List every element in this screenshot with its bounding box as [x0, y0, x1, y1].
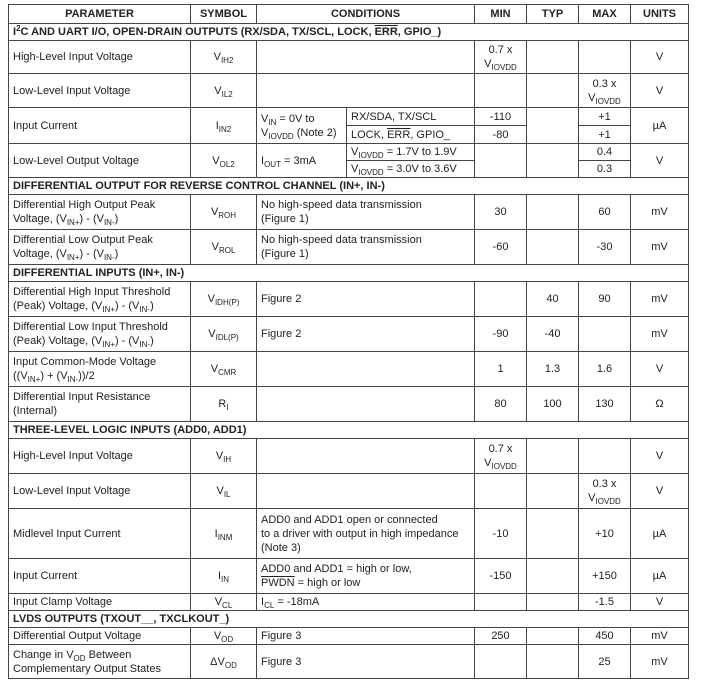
min-b: V	[484, 457, 492, 469]
table-row-vcl	[9, 594, 689, 611]
symbol-cell	[191, 439, 257, 474]
sym: V	[210, 206, 219, 218]
cond-cell	[257, 195, 475, 230]
subcond-text: = 1.7V to 1.9V	[383, 146, 457, 158]
param-text: Change in V	[13, 648, 74, 661]
min-cell: -60	[475, 230, 527, 265]
param-text: ) - (V	[114, 300, 140, 312]
param-text: Voltage, (V	[13, 213, 67, 225]
header-parameter: PARAMETER	[9, 5, 191, 24]
symbol-cell	[191, 509, 257, 559]
min-cell	[475, 41, 527, 74]
symbol-cell	[191, 144, 257, 178]
symbol-cell	[191, 474, 257, 509]
sym: V	[210, 363, 219, 375]
cond-cell	[257, 144, 347, 178]
param-sub: IN-	[103, 218, 115, 227]
max-cell: -30	[579, 230, 631, 265]
sym: V	[208, 328, 216, 340]
sym-sub: ROH	[218, 211, 237, 220]
min-cell: 80	[475, 387, 527, 422]
typ-cell	[527, 594, 579, 611]
header-symbol: SYMBOL	[191, 5, 257, 24]
param-sub: IN+	[102, 305, 115, 314]
typ-cell: 100	[527, 387, 579, 422]
max-cell: +1	[579, 108, 631, 126]
min-cell: 30	[475, 195, 527, 230]
units-cell: mV	[631, 230, 689, 265]
table-row-vrol	[9, 230, 689, 265]
section-text: I	[13, 26, 17, 38]
sym: V	[212, 154, 220, 167]
param-sub: OD	[73, 653, 86, 663]
sym-sub: ROL	[218, 246, 236, 255]
header-row	[9, 5, 689, 24]
min-cell: 250	[475, 628, 527, 645]
min-cell: -110	[475, 108, 527, 126]
sym-sub: IDL(P)	[215, 333, 239, 342]
min-a: 0.7 x	[488, 44, 513, 56]
param-cell: Low-Level Input Voltage	[9, 474, 191, 509]
units-cell: µA	[631, 559, 689, 594]
symbol-cell	[191, 108, 257, 144]
max-cell: 0.3	[579, 161, 631, 178]
cond-sub: CL	[264, 601, 275, 610]
table-row-vih	[9, 439, 689, 474]
section-sup: 2	[16, 24, 21, 33]
cond-cell	[257, 108, 347, 144]
max-a: 0.3 x	[592, 77, 617, 90]
units-cell: V	[631, 474, 689, 509]
cond-sub: IOVDD	[268, 131, 294, 141]
param-text: Differential Low Input Threshold	[13, 321, 168, 333]
param-text: )	[114, 213, 119, 225]
cond-cell	[257, 387, 475, 422]
units-cell: mV	[631, 195, 689, 230]
cond-cell: Figure 3	[257, 628, 475, 645]
cond-text: = -18mA	[274, 596, 320, 608]
symbol-cell	[191, 387, 257, 422]
subcond-text: V	[351, 163, 359, 175]
section-title-i2c	[9, 24, 689, 41]
symbol-cell	[191, 74, 257, 108]
subcond-text: LOCK,	[351, 128, 388, 141]
param-text: Differential Low Output Peak	[13, 234, 153, 246]
units-cell: V	[631, 439, 689, 474]
cond-pwdn: PWDN	[261, 577, 295, 589]
max-b: V	[588, 91, 596, 104]
max-cell	[579, 74, 631, 108]
param-cell	[9, 352, 191, 387]
datasheet-table-container	[8, 4, 689, 679]
cond-cell	[257, 230, 475, 265]
param-cell: Input Current	[9, 108, 191, 144]
units-cell: V	[631, 74, 689, 108]
cond-cell	[257, 74, 475, 108]
cond-text: = high or low	[294, 577, 361, 589]
subcond-cell	[347, 144, 475, 161]
param-sub: IN+	[27, 375, 41, 384]
min-cell: 1	[475, 352, 527, 387]
param-sub: IN-	[139, 305, 151, 314]
typ-cell: 1.3	[527, 352, 579, 387]
units-cell: µA	[631, 509, 689, 559]
symbol-cell	[191, 230, 257, 265]
sym: R	[218, 398, 227, 410]
cond-sub: IN	[268, 117, 277, 127]
sym-sub: IH	[223, 455, 232, 464]
param-text: Differential High Input Threshold	[13, 286, 171, 298]
max-cell: 25	[579, 645, 631, 679]
param-cell: Low-Level Input Voltage	[9, 74, 191, 108]
cond-text: (Note 2)	[293, 126, 337, 139]
min-b: V	[484, 58, 492, 70]
units-cell: µA	[631, 108, 689, 144]
param-sub: IN+	[66, 218, 80, 227]
units-cell: V	[631, 41, 689, 74]
param-cell	[9, 317, 191, 352]
sym: V	[213, 51, 221, 63]
sym-sub: IH2	[220, 56, 234, 65]
typ-cell: 40	[527, 282, 579, 317]
max-cell: +150	[579, 559, 631, 594]
param-text: (Internal)	[13, 405, 58, 417]
section-row-lvds	[9, 611, 689, 628]
table-row-ri	[9, 387, 689, 422]
symbol-cell	[191, 317, 257, 352]
section-err: $\overline{ERR}$	[374, 26, 398, 38]
cond-sub: OUT	[264, 159, 281, 169]
table-row-vil2	[9, 74, 689, 108]
cond-text: No high-speed data transmission	[261, 199, 422, 211]
table-row-vol2-a	[9, 144, 689, 161]
max-b: V	[588, 492, 596, 504]
sym: V	[214, 84, 222, 97]
subcond-cell: RX/SDA, TX/SCL	[347, 108, 475, 126]
cond-text: (Note 3)	[261, 541, 301, 554]
min-b-sub: IOVDD	[491, 63, 517, 72]
typ-cell	[527, 108, 579, 144]
max-cell: 1.6	[579, 352, 631, 387]
param-text: ((V	[13, 370, 28, 382]
section-row-three-level	[9, 422, 689, 439]
param-text: (Peak) Voltage, (V	[13, 300, 103, 312]
sym-sub: INM	[217, 532, 233, 542]
symbol-cell	[191, 282, 257, 317]
sym-sub: OL2	[219, 159, 235, 169]
min-cell	[475, 645, 527, 679]
cond-cell	[257, 439, 475, 474]
min-cell: -150	[475, 559, 527, 594]
param-sub: IN-	[67, 375, 79, 384]
param-sub: IN+	[66, 253, 80, 262]
min-cell	[475, 474, 527, 509]
subcond-sub: IOVDD	[358, 168, 384, 177]
param-cell	[9, 282, 191, 317]
min-cell	[475, 282, 527, 317]
typ-cell	[527, 41, 579, 74]
param-text: )	[150, 300, 154, 312]
max-cell	[579, 41, 631, 74]
section-title-three-level: THREE-LEVEL LOGIC INPUTS (ADD0, ADD1)	[9, 422, 689, 439]
cond-cell	[257, 474, 475, 509]
sym-sub: IL2	[221, 89, 233, 99]
sym-sub: IL	[223, 490, 231, 499]
sym: I	[215, 119, 219, 132]
param-text: )	[114, 248, 119, 260]
subcond-cell	[347, 161, 475, 178]
sym-sub: OD	[224, 660, 237, 670]
max-cell	[579, 474, 631, 509]
cond-text: (Figure 1)	[261, 248, 309, 260]
param-text: Input Common-Mode Voltage	[13, 356, 157, 368]
min-cell: -10	[475, 509, 527, 559]
typ-cell	[527, 230, 579, 265]
param-text: Differential Input Resistance	[13, 391, 151, 403]
units-cell: V	[631, 594, 689, 611]
symbol-cell	[191, 594, 257, 611]
sym: V	[213, 630, 222, 642]
symbol-cell	[191, 559, 257, 594]
param-sub: IN-	[139, 340, 151, 349]
units-cell: V	[631, 144, 689, 178]
typ-cell: -40	[527, 317, 579, 352]
cond-text: to a driver with output in high impedance	[261, 527, 459, 540]
param-sub: IN-	[103, 253, 115, 262]
param-cell: Input Current	[9, 559, 191, 594]
param-cell: Input Clamp Voltage	[9, 594, 191, 611]
min-b-sub: IOVDD	[491, 462, 517, 471]
max-cell: 450	[579, 628, 631, 645]
symbol-cell	[191, 195, 257, 230]
min-cell: -80	[475, 126, 527, 144]
typ-cell	[527, 509, 579, 559]
max-cell: +1	[579, 126, 631, 144]
units-cell: mV	[631, 628, 689, 645]
max-cell: 130	[579, 387, 631, 422]
typ-cell	[527, 474, 579, 509]
cond-text: ADD0 and ADD1 open or connected	[261, 513, 438, 526]
typ-cell	[527, 195, 579, 230]
min-cell	[475, 594, 527, 611]
symbol-cell	[191, 645, 257, 679]
sym-sub: CL	[222, 601, 233, 610]
max-cell: 60	[579, 195, 631, 230]
param-text: ) - (V	[114, 335, 140, 347]
section-title-diff-in: DIFFERENTIAL INPUTS (IN+, IN-)	[9, 265, 689, 282]
cond-text: V	[261, 126, 269, 139]
electrical-characteristics-table	[8, 4, 689, 679]
param-text: Differential High Output Peak	[13, 199, 156, 211]
symbol-cell	[191, 41, 257, 74]
sym: V	[207, 293, 215, 305]
param-cell: High-Level Input Voltage	[9, 439, 191, 474]
param-text: Voltage, (V	[13, 248, 67, 260]
table-row-vidl	[9, 317, 689, 352]
min-cell: -90	[475, 317, 527, 352]
cond-cell	[257, 559, 475, 594]
sym: ΔV	[210, 655, 225, 668]
section-row-diff-out	[9, 178, 689, 195]
section-row-i2c	[9, 24, 689, 41]
param-text: Complementary Output States	[13, 662, 161, 675]
min-a: 0.7 x	[488, 443, 513, 455]
table-row-iin	[9, 559, 689, 594]
min-cell	[475, 439, 527, 474]
cond-text: = 0V to	[276, 112, 315, 125]
cond-text: = 3mA	[280, 154, 317, 167]
header-units: UNITS	[631, 5, 689, 24]
max-a: 0.3 x	[592, 478, 617, 490]
table-row-iin2-a	[9, 108, 689, 126]
cond-cell	[257, 352, 475, 387]
sym: V	[214, 596, 223, 608]
typ-cell	[527, 144, 579, 178]
max-cell	[579, 439, 631, 474]
table-row-vih2	[9, 41, 689, 74]
header-conditions: CONDITIONS	[257, 5, 475, 24]
cond-text: I	[261, 154, 265, 167]
max-cell	[579, 317, 631, 352]
table-row-vidh	[9, 282, 689, 317]
sym-sub: CMR	[218, 368, 237, 377]
cond-text: (Figure 1)	[261, 213, 309, 225]
param-text: ) + (V	[40, 370, 68, 382]
section-title-lvds: LVDS OUTPUTS (TXOUT__, TXCLKOUT_)	[9, 611, 689, 628]
section-text: , GPIO_)	[397, 26, 442, 38]
max-cell: +10	[579, 509, 631, 559]
section-text: C AND UART I/O, OPEN-DRAIN OUTPUTS (RX/SDA, TX/SCL, LOCK,	[20, 26, 375, 38]
header-min: MIN	[475, 5, 527, 24]
param-text: ))/2	[78, 370, 95, 382]
max-cell: 0.4	[579, 144, 631, 161]
param-cell	[9, 195, 191, 230]
subcond-err: $\overline{ERR}$	[387, 128, 411, 141]
subcond-text: , GPIO_	[410, 128, 451, 141]
table-row-vcmr	[9, 352, 689, 387]
param-sub: IN+	[102, 340, 115, 349]
sym-sub: OD	[221, 635, 234, 644]
cond-cell: Figure 2	[257, 317, 475, 352]
typ-cell	[527, 628, 579, 645]
units-cell: mV	[631, 282, 689, 317]
table-row-vil	[9, 474, 689, 509]
subcond-text: V	[351, 146, 359, 158]
param-cell	[9, 387, 191, 422]
param-cell	[9, 645, 191, 679]
table-row-vroh	[9, 195, 689, 230]
cond-cell	[257, 509, 475, 559]
cond-text: I	[261, 596, 265, 608]
sym: V	[211, 241, 219, 253]
units-cell: V	[631, 352, 689, 387]
param-cell: Midlevel Input Current	[9, 509, 191, 559]
max-cell: -1.5	[579, 594, 631, 611]
sym: V	[216, 485, 224, 497]
typ-cell	[527, 74, 579, 108]
cond-text: No high-speed data transmission	[261, 234, 422, 246]
subcond-cell	[347, 126, 475, 144]
subcond-sub: IOVDD	[358, 151, 384, 160]
param-text: (Peak) Voltage, (V	[13, 335, 103, 347]
units-cell: mV	[631, 645, 689, 679]
sym-sub: IDH(P)	[214, 298, 240, 307]
sym: V	[215, 450, 224, 462]
sym-sub: IN2	[218, 124, 232, 134]
cond-text: ADD0 and ADD1 = high or low,	[261, 563, 412, 575]
cond-cell	[257, 594, 475, 611]
param-cell	[9, 230, 191, 265]
sym: I	[214, 527, 218, 540]
min-cell	[475, 144, 527, 178]
header-typ: TYP	[527, 5, 579, 24]
param-cell: Low-Level Output Voltage	[9, 144, 191, 178]
section-title-diff-out: DIFFERENTIAL OUTPUT FOR REVERSE CONTROL CHANNEL (IN+, IN-)	[9, 178, 689, 195]
max-b-sub: IOVDD	[595, 96, 621, 106]
sym-sub: IN	[221, 575, 230, 584]
symbol-cell	[191, 628, 257, 645]
cond-cell: Figure 3	[257, 645, 475, 679]
param-cell: Differential Output Voltage	[9, 628, 191, 645]
header-max: MAX	[579, 5, 631, 24]
typ-cell	[527, 439, 579, 474]
table-row-iinm	[9, 509, 689, 559]
cond-cell	[257, 41, 475, 74]
min-cell	[475, 74, 527, 108]
typ-cell	[527, 645, 579, 679]
table-row-dvod	[9, 645, 689, 679]
param-text: ) - (V	[79, 248, 104, 260]
sym: I	[217, 570, 222, 582]
section-row-diff-in	[9, 265, 689, 282]
subcond-text: = 3.0V to 3.6V	[383, 163, 457, 175]
units-cell: Ω	[631, 387, 689, 422]
symbol-cell	[191, 352, 257, 387]
typ-cell	[527, 559, 579, 594]
param-text: )	[150, 335, 154, 347]
units-cell: mV	[631, 317, 689, 352]
max-cell: 90	[579, 282, 631, 317]
param-text: ) - (V	[79, 213, 104, 225]
table-row-vod	[9, 628, 689, 645]
cond-cell: Figure 2	[257, 282, 475, 317]
sym-sub: I	[226, 403, 229, 412]
cond-text: V	[261, 112, 269, 125]
param-cell: High-Level Input Voltage	[9, 41, 191, 74]
param-text: Between	[85, 648, 132, 661]
max-b-sub: IOVDD	[595, 497, 621, 506]
